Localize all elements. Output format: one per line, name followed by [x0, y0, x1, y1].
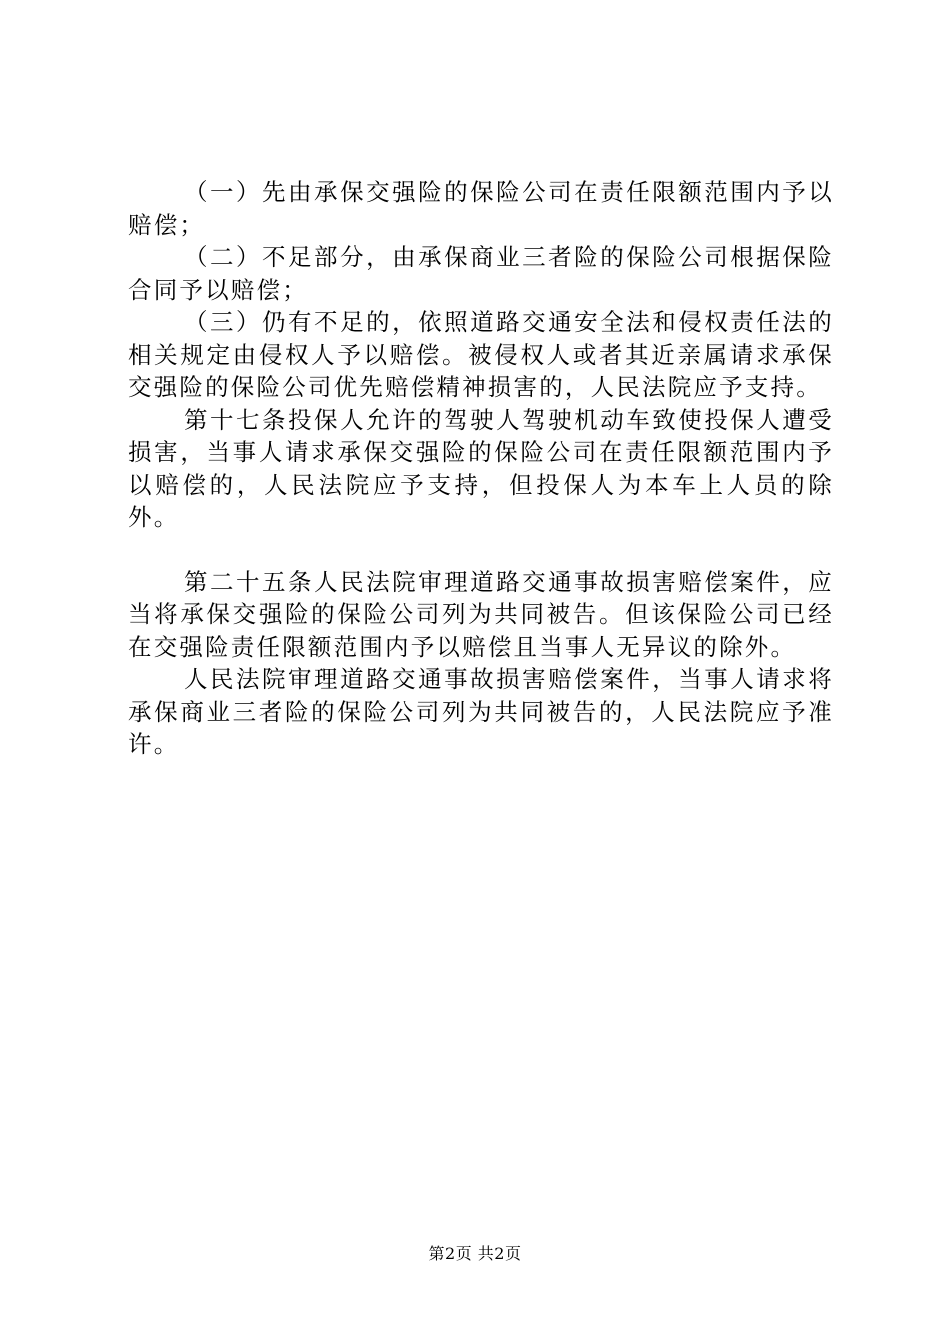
paragraph-article-17: 第十七条投保人允许的驾驶人驾驶机动车致使投保人遭受损害，当事人请求承保交强险的保险公司在责任限额范围内予以赔偿的，人民法院应予支持，但投保人为本车上人员的除外。	[128, 405, 834, 531]
paragraph-article-25-cont: 人民法院审理道路交通事故损害赔偿案件，当事人请求将承保商业三者险的保险公司列为共同被告的，人民法院应予准许。	[128, 665, 834, 758]
paragraph-item-2: （二）不足部分，由承保商业三者险的保险公司根据保险合同予以赔偿；	[128, 243, 834, 304]
document-body	[128, 176, 834, 761]
paragraph-item-1: （一）先由承保交强险的保险公司在责任限额范围内予以赔偿；	[128, 178, 834, 239]
paragraph-article-25: 第二十五条人民法院审理道路交通事故损害赔偿案件，应当将承保交强险的保险公司列为共同被告。但该保险公司已经在交强险责任限额范围内予以赔偿且当事人无异议的除外。	[128, 567, 834, 661]
paragraph-item-3: （三）仍有不足的，依照道路交通安全法和侵权责任法的相关规定由侵权人予以赔偿。被侵权人或者其近亲属请求承保交强险的保险公司优先赔偿精神损害的，人民法院应予支持。	[128, 308, 834, 401]
page-footer: 第2页 共2页	[428, 1244, 522, 1263]
